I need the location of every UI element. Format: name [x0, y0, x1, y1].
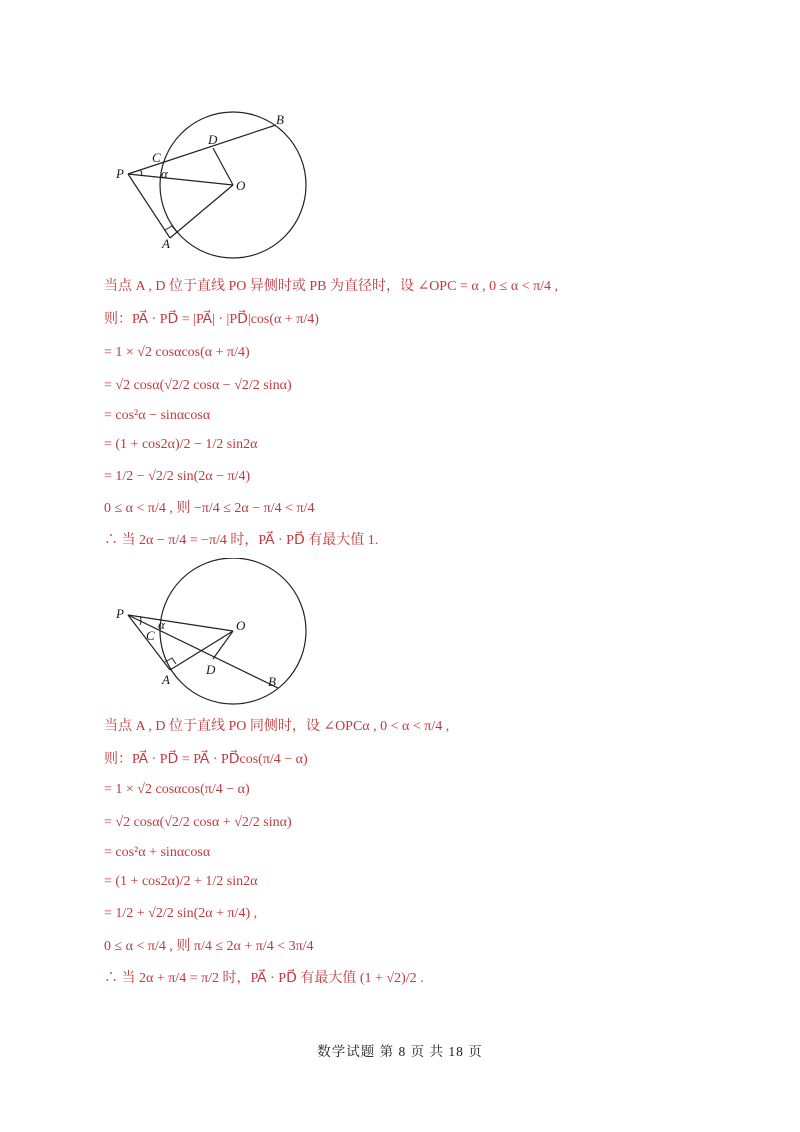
line-OA	[170, 631, 233, 670]
label-P: P	[116, 606, 124, 621]
label-D: D	[206, 662, 216, 677]
label-P: P	[116, 166, 124, 181]
label-B: B	[276, 112, 284, 127]
label-B: B	[268, 674, 276, 689]
label-alpha: α	[158, 617, 165, 632]
text-line: = cos²α − sinαcosα	[104, 408, 211, 423]
line-OD	[213, 631, 233, 659]
text-line: 当点 A , D 位于直线 PO 同侧时，设 ∠OPCα , 0 < α < π/4 ,	[104, 719, 450, 734]
label-C: C	[146, 628, 155, 643]
text-line: = cos²α + sinαcosα	[104, 845, 211, 860]
text-line: 0 ≤ α < π/4 , 则 −π/4 ≤ 2α − π/4 < π/4	[104, 501, 315, 516]
text-line: ∴ 当 2α + π/4 = π/2 时，PA⃗ · PD⃗ 有最大值 (1 + √2)/2 .	[104, 971, 424, 986]
text-line: 0 ≤ α < π/4 , 则 π/4 ≤ 2α + π/4 < 3π/4	[104, 939, 314, 954]
label-alpha: α	[161, 166, 168, 181]
text-line: 则：PA⃗ · PD⃗ = PA⃗ · PD⃗cos(π/4 − α)	[104, 752, 308, 767]
text-line: = (1 + cos2α)/2 − 1/2 sin2α	[104, 437, 258, 452]
text-line: = 1/2 − √2/2 sin(2α − π/4)	[104, 469, 251, 484]
label-C: C	[152, 150, 161, 165]
text-line: 则：PA⃗ · PD⃗ = |PA⃗| · |PD⃗|cos(α + π/4)	[104, 312, 319, 327]
label-A: A	[162, 236, 170, 251]
line-OD	[213, 148, 233, 185]
label-O: O	[236, 178, 246, 193]
page-footer: 数学试题 第 8 页 共 18 页	[317, 1044, 483, 1059]
text-line: = (1 + cos2α)/2 + 1/2 sin2α	[104, 874, 258, 889]
text-line: = 1 × √2 cosαcos(α + π/4)	[104, 345, 250, 360]
line-PB	[128, 125, 276, 174]
line-OA	[170, 185, 233, 238]
geometry-figure-1	[110, 110, 320, 260]
right-angle-A	[165, 658, 176, 664]
text-line: = 1/2 + √2/2 sin(2α + π/4) ,	[104, 906, 258, 921]
text-line: = √2 cosα(√2/2 cosα − √2/2 sinα)	[104, 378, 292, 393]
label-A: A	[162, 672, 170, 687]
label-D: D	[208, 132, 218, 147]
text-line: = 1 × √2 cosαcos(π/4 − α)	[104, 782, 250, 797]
text-line: 当点 A , D 位于直线 PO 异侧时或 PB 为直径时，设 ∠OPC = α , 0 ≤ α < π/4 ,	[104, 279, 559, 294]
text-line: ∴ 当 2α − π/4 = −π/4 时，PA⃗ · PD⃗ 有最大值 1.	[104, 533, 379, 548]
text-line: = √2 cosα(√2/2 cosα + √2/2 sinα)	[104, 815, 292, 830]
label-O: O	[236, 618, 246, 633]
line-PO	[128, 174, 233, 185]
geometry-figure-2	[110, 558, 320, 708]
